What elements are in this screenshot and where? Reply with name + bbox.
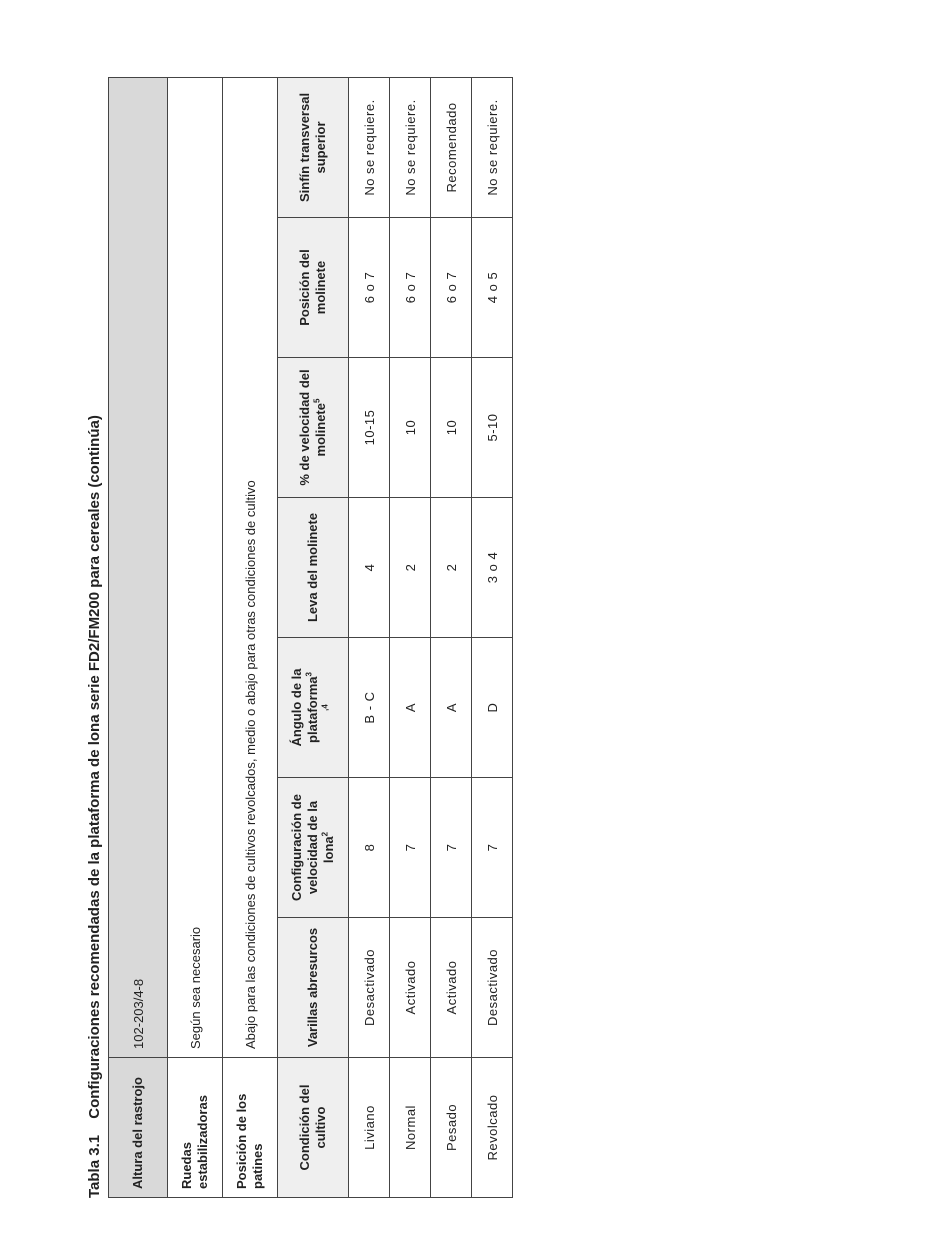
- cell-auger: No se requiere.: [390, 77, 431, 217]
- stabilizer-wheels-value: Según sea necesario: [168, 77, 223, 1057]
- header-reel-cam: Leva del molinete: [278, 498, 349, 638]
- header-dividers: Varillas abresurcos: [278, 918, 349, 1058]
- header-reel-speed-note: 5: [312, 398, 322, 403]
- cell-draper-speed: 7: [431, 778, 472, 918]
- skid-shoes-label: Posición de los patines: [223, 1058, 278, 1198]
- stubble-height-label: Altura del rastrojo: [109, 1058, 168, 1198]
- table-row: [472, 77, 513, 1197]
- header-reel-speed-text: % de velocidad del molinete: [296, 369, 328, 486]
- stabilizer-wheels-label: Ruedas estabilizadoras: [168, 1058, 223, 1198]
- cell-reel-speed: 10-15: [349, 358, 390, 498]
- cell-reel-speed: 10: [431, 358, 472, 498]
- header-draper-speed-text: Configuración de velocidad de la lona: [288, 794, 337, 901]
- header-angle-note-2: ,4: [320, 704, 330, 711]
- cell-cam: 2: [431, 498, 472, 638]
- table-row: [390, 77, 431, 1197]
- table-row: [349, 77, 390, 1197]
- cell-cam: 2: [390, 498, 431, 638]
- cell-auger: No se requiere.: [472, 77, 513, 217]
- cell-reel-speed: 10: [390, 358, 431, 498]
- header-draper-speed: [278, 778, 349, 918]
- settings-table: [108, 77, 513, 1198]
- cell-reel-position: 6 o 7: [390, 218, 431, 358]
- table-row: [431, 77, 472, 1197]
- cell-angle: B - C: [349, 638, 390, 778]
- cell-reel-position: 6 o 7: [349, 218, 390, 358]
- cell-auger: Recomendado: [431, 77, 472, 217]
- stubble-height-row: [109, 77, 168, 1197]
- cell-angle: A: [390, 638, 431, 778]
- table-caption: [86, 415, 103, 1198]
- cell-reel-speed: 5-10: [472, 358, 513, 498]
- cell-cam: 3 o 4: [472, 498, 513, 638]
- cell-reel-position: 6 o 7: [431, 218, 472, 358]
- cell-draper-speed: 7: [472, 778, 513, 918]
- skid-shoes-value: Abajo para las condiciones de cultivos revolcados, medio o abajo para otras condiciones de cultivo: [223, 77, 278, 1057]
- cell-reel-position: 4 o 5: [472, 218, 513, 358]
- skid-shoes-row: [223, 77, 278, 1197]
- caption-title: Configuraciones recomendadas de la plataforma de lona serie FD2/FM200 para cereales (continúa): [86, 415, 103, 1119]
- cell-auger: No se requiere.: [349, 77, 390, 217]
- cell-angle: A: [431, 638, 472, 778]
- cell-cam: 4: [349, 498, 390, 638]
- header-upper-auger: Sinfín transversal superior: [278, 77, 349, 217]
- cell-crop: Revolcado: [472, 1058, 513, 1198]
- header-draper-speed-note: 2: [320, 831, 330, 837]
- header-angle-note: 3: [304, 672, 314, 677]
- header-reel-position: Posición del molinete: [278, 218, 349, 358]
- cell-crop: Normal: [390, 1058, 431, 1198]
- cell-angle: D: [472, 638, 513, 778]
- column-header-row: [278, 77, 349, 1197]
- header-reel-speed: [278, 358, 349, 498]
- cell-crop: Liviano: [349, 1058, 390, 1198]
- cell-dividers: Desactivado: [349, 918, 390, 1058]
- header-crop-condition: Condición del cultivo: [278, 1058, 349, 1198]
- cell-draper-speed: 8: [349, 778, 390, 918]
- cell-dividers: Desactivado: [472, 918, 513, 1058]
- caption-number: Tabla 3.1: [86, 1134, 103, 1198]
- header-header-angle: [278, 638, 349, 778]
- stabilizer-wheels-row: [168, 77, 223, 1197]
- header-angle-text: Ángulo de la plataforma: [288, 668, 320, 747]
- stubble-height-value: 102-203/4-8: [109, 77, 168, 1057]
- cell-dividers: Activado: [390, 918, 431, 1058]
- cell-dividers: Activado: [431, 918, 472, 1058]
- cell-draper-speed: 7: [390, 778, 431, 918]
- cell-crop: Pesado: [431, 1058, 472, 1198]
